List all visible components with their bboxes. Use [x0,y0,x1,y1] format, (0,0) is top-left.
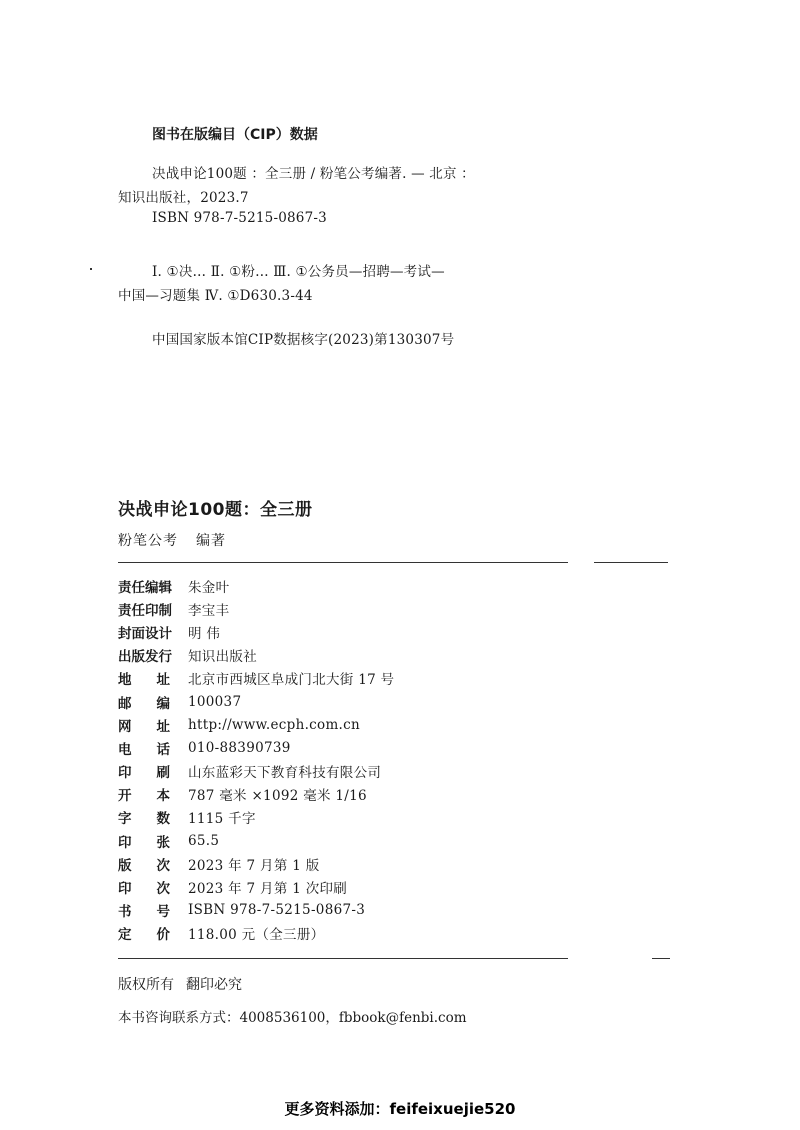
info-label: 责任编辑 [118,579,172,596]
info-label: 定价 [118,927,170,944]
info-value: 2023 年 7 月第 1 版 [188,857,320,874]
info-row [118,783,394,806]
info-label: 字数 [118,811,170,828]
cip-title: 图书在版编目（CIP）数据 [152,127,318,143]
cip-line-1: 决战申论100题 ：全三册 / 粉笔公考编著. — 北京 ： [152,166,475,182]
divider-top-tail [594,562,668,563]
info-row [118,690,394,713]
divider-top [118,562,568,563]
cip-line-6: 中国国家版本馆CIP数据核字(2023)第130307号 [152,332,455,348]
info-label: 网址 [118,718,170,735]
info-value: http://www.ecph.com.cn [188,716,361,733]
info-value: 010-88390739 [188,739,291,756]
info-label: 版次 [118,857,170,874]
info-label: 电话 [118,741,170,758]
info-value: 65.5 [188,832,220,849]
info-label: 封面设计 [118,625,172,642]
info-label: 邮编 [118,695,170,712]
info-label: 地址 [118,672,170,689]
author-name: 粉笔公考 [118,533,178,549]
info-value: 787 毫米 ×1092 毫米 1/16 [188,788,367,805]
cip-line-5: 中国—习题集 Ⅳ. ①D630.3-44 [118,288,313,304]
info-row [118,736,394,759]
cip-line-4: Ⅰ. ①决… Ⅱ. ①粉… Ⅲ. ①公务员—招聘—考试— [152,264,445,280]
cip-line-3: ISBN 978-7-5215-0867-3 [152,210,327,226]
info-row [118,667,394,690]
info-value: 100037 [188,693,242,710]
info-row [118,574,394,597]
info-value: 1115 千字 [188,811,256,828]
info-row [118,852,394,875]
info-value: 2023 年 7 月第 1 次印刷 [188,881,348,898]
info-label: 开本 [118,788,170,805]
copyright-label: 版权所有 [118,977,174,993]
info-value: 118.00 元（全三册） [188,927,325,944]
info-value: ISBN 978-7-5215-0867-3 [188,902,366,919]
copyright-value: 翻印必究 [186,977,242,993]
cip-line-2: 知识出版社，2023.7 [118,190,249,206]
info-row [118,806,394,829]
info-value: 知识出版社 [188,649,257,666]
info-row [118,922,394,945]
divider-bottom [118,958,568,959]
info-row [118,760,394,783]
info-label: 印刷 [118,765,170,782]
info-value: 李宝丰 [188,602,230,619]
info-label: 印次 [118,881,170,898]
info-value: 北京市西城区阜成门北大街 17 号 [188,672,395,689]
publication-info [118,574,394,945]
stray-dot [90,268,92,270]
book-title: 决战申论100题：全三册 [118,500,313,520]
info-row [118,899,394,922]
info-value: 山东蓝彩天下教育科技有限公司 [188,765,382,782]
footer-note: 更多资料添加：feifeixuejie520 [284,1100,516,1118]
info-label: 印张 [118,834,170,851]
info-row [118,713,394,736]
author-line [118,530,226,550]
info-label: 出版发行 [118,649,172,666]
info-value: 朱金叶 [188,579,230,596]
info-row [118,597,394,620]
contact-info: 本书咨询联系方式：4008536100，fbbook@fenbi.com [118,1010,467,1026]
info-label: 书号 [118,904,170,921]
copyright-notice [118,974,242,994]
info-row [118,875,394,898]
info-row [118,620,394,643]
info-label: 责任印制 [118,602,172,619]
info-row [118,644,394,667]
info-row [118,829,394,852]
info-value: 明 伟 [188,625,221,642]
author-role: 编著 [196,533,226,549]
divider-bottom-tail [652,958,670,959]
